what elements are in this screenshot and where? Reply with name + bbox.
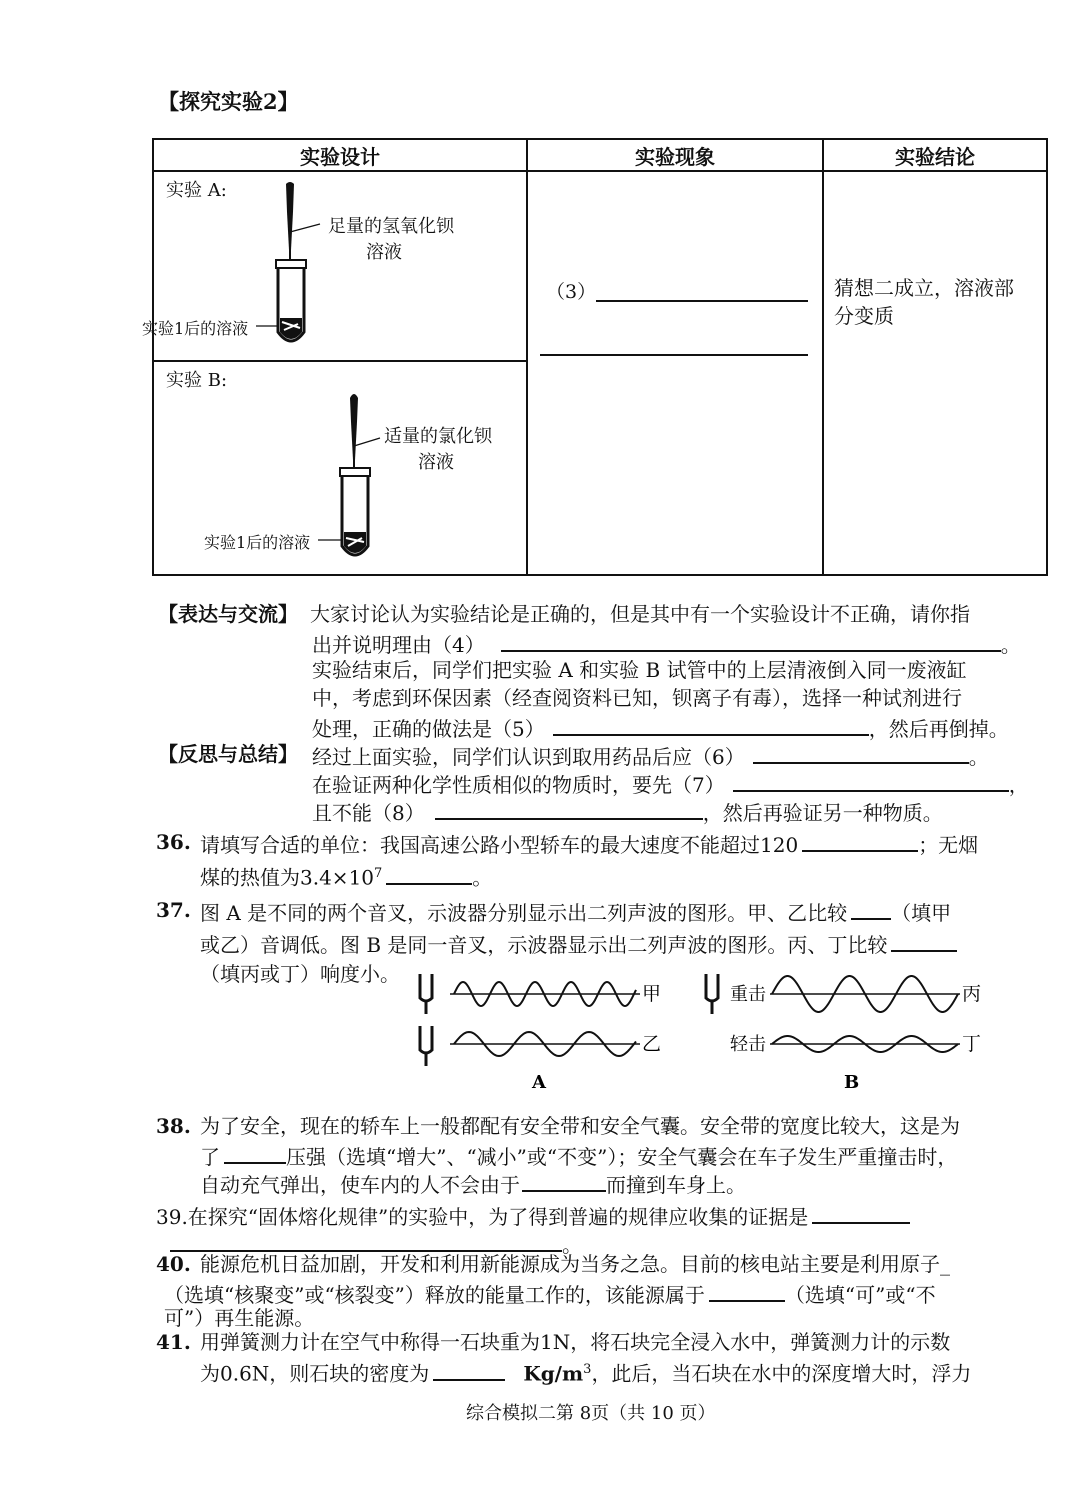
q37-line-3: （填丙或丁）响度小。 bbox=[200, 962, 400, 986]
q36-line-2 bbox=[200, 860, 492, 892]
blank-q36-speed-unit[interactable] bbox=[802, 828, 918, 852]
blank-q37-pitch[interactable] bbox=[851, 896, 891, 920]
q40-line-1: 能源危机日益加剧，开发和利用新能源成为当务之急。目前的核电站主要是利用原子_ bbox=[200, 1252, 950, 1276]
blank-4[interactable] bbox=[501, 628, 1001, 652]
q40-line-2a: （选填“核聚变”或“核裂变”）释放的能量工作的，该能源属于 bbox=[164, 1283, 705, 1307]
q39-line-2b: 。 bbox=[562, 1233, 582, 1257]
q41-line-1: 用弹簧测力计在空气中称得一石块重为1N，将石块完全浸入水中，弹簧测力计的示数 bbox=[200, 1330, 951, 1354]
q36-exponent: 7 bbox=[374, 866, 383, 881]
light-strike-label: 轻击 bbox=[730, 1034, 766, 1055]
q36-line-2b: 。 bbox=[472, 865, 493, 890]
q40-line-2b: （选填“可”或“不 bbox=[784, 1283, 936, 1307]
discuss-line-2 bbox=[312, 628, 1021, 659]
blank-q39[interactable] bbox=[812, 1200, 910, 1224]
blank-q39-2[interactable] bbox=[170, 1228, 562, 1252]
blank-8[interactable] bbox=[435, 796, 703, 820]
q40-line-3: 可”）再生能源。 bbox=[164, 1306, 315, 1330]
reflect-line-1b: 。 bbox=[968, 745, 989, 769]
section-title: 【探究实验2】 bbox=[158, 89, 299, 114]
q38-line-1: 为了安全，现在的轿车上一般都配有安全带和安全气囊。安全带的宽度比较大，这是为 bbox=[200, 1114, 960, 1138]
exp-a-label: 实验 A: bbox=[166, 180, 227, 201]
blank-q40[interactable] bbox=[709, 1278, 785, 1302]
q36-line-1 bbox=[200, 828, 978, 859]
reflect-line-1 bbox=[312, 740, 989, 771]
wave-yi-label: 乙 bbox=[642, 1033, 662, 1055]
blank-q38-pressure[interactable] bbox=[224, 1140, 286, 1164]
exp-a-reagent: 足量的氢氧化钡 bbox=[328, 216, 454, 237]
q38-line-3a: 自动充气弹出，使车内的人不会由于 bbox=[200, 1173, 520, 1197]
conclusion-line-1: 猜想二成立，溶液部 bbox=[834, 276, 1014, 300]
figure-a-caption: A bbox=[532, 1072, 546, 1093]
blank-3-line-2[interactable] bbox=[540, 332, 808, 356]
discuss-line-1: 大家讨论认为实验结论是正确的，但是其中有一个实验设计不正确，请你指 bbox=[310, 602, 970, 626]
header-conclusion: 实验结论 bbox=[823, 139, 1047, 171]
discuss-line-3: 实验结束后，同学们把实验 A 和实验 B 试管中的上层清液倒入同一废液缸 bbox=[312, 658, 967, 682]
blank-3-label: （3） bbox=[546, 281, 597, 303]
reflect-line-3a: 且不能（8） bbox=[312, 801, 425, 825]
reflect-line-3b: ，然后再验证另一种物质。 bbox=[702, 801, 943, 825]
discuss-line-4: 中，考虑到环保因素（经查阅资料已知，钡离子有毒），选择一种试剂进行 bbox=[312, 686, 962, 710]
exp-a-cell bbox=[142, 171, 527, 361]
blank-q37-loudness[interactable] bbox=[891, 928, 957, 952]
reflect-line-3 bbox=[312, 796, 943, 827]
q39-line-1 bbox=[156, 1200, 910, 1231]
q37-line-1 bbox=[200, 896, 951, 927]
conclusion-cell bbox=[823, 171, 1047, 575]
wave-ding-label: 丁 bbox=[962, 1033, 982, 1055]
q41-unit: Kg/m bbox=[523, 1361, 584, 1386]
blank-3-line[interactable] bbox=[596, 278, 808, 302]
reflect-tag: 【反思与总结】 bbox=[158, 742, 298, 766]
blank-7[interactable] bbox=[733, 768, 1009, 792]
discuss-line-5a: 处理，正确的做法是（5） bbox=[312, 717, 545, 741]
q36-line-1a: 请填写合适的单位：我国高速公路小型轿车的最大速度不能超过120 bbox=[200, 833, 799, 857]
q41-unit-exponent: 3 bbox=[583, 1362, 592, 1377]
wave-bing-label: 丙 bbox=[962, 983, 982, 1005]
exp-b-cell bbox=[153, 361, 527, 575]
q41-number: 41. bbox=[156, 1330, 191, 1354]
reflect-line-2 bbox=[312, 768, 1029, 799]
q41-line-2c: ，此后，当石块在水中的深度增大时，浮力 bbox=[591, 1361, 972, 1386]
q38-line-3b: 而撞到车身上。 bbox=[606, 1173, 746, 1197]
blank-q36-heat-unit[interactable] bbox=[386, 861, 472, 885]
discuss-line-2a: 出并说明理由（4） bbox=[312, 633, 485, 657]
exp-b-reagent: 适量的氯化钡 bbox=[384, 426, 492, 447]
q40-number: 40. bbox=[156, 1252, 191, 1276]
q38-line-2a: 了 bbox=[200, 1145, 220, 1169]
experiment-table bbox=[142, 138, 1048, 576]
q38-number: 38. bbox=[156, 1114, 191, 1138]
header-design: 实验设计 bbox=[153, 139, 527, 171]
q37-number: 37. bbox=[156, 898, 191, 922]
q39-line-1a: 39.在探究“固体熔化规律”的实验中，为了得到普遍的规律应收集的证据是 bbox=[156, 1205, 809, 1229]
discuss-line-2b: 。 bbox=[1000, 633, 1021, 657]
q41-line-2a: 为0.6N，则石块的密度为 bbox=[200, 1361, 430, 1386]
q37-line-2 bbox=[200, 928, 957, 959]
reflect-line-1a: 经过上面实验，同学们认识到取用药品后应（6） bbox=[312, 745, 745, 769]
q37-line-1a: 图 A 是不同的两个音叉，示波器分别显示出二列声波的图形。甲、乙比较 bbox=[200, 901, 848, 925]
conclusion-line-2: 分变质 bbox=[834, 304, 894, 328]
q36-line-2a: 煤的热值为3.4×10 bbox=[200, 865, 375, 890]
blank-q38-inertia[interactable] bbox=[522, 1168, 606, 1192]
exp-b-solution: 实验1后的溶液 bbox=[204, 533, 311, 552]
blank-q41-density[interactable] bbox=[433, 1357, 505, 1381]
exp-a-solution: 实验1后的溶液 bbox=[142, 319, 249, 338]
sound-wave-figure bbox=[410, 970, 1010, 1100]
q38-line-2 bbox=[200, 1140, 957, 1171]
q36-line-1b: ；无烟 bbox=[918, 833, 979, 857]
q37-line-1b: （填甲 bbox=[891, 901, 952, 925]
q36-number: 36. bbox=[156, 830, 191, 854]
heavy-strike-label: 重击 bbox=[730, 984, 766, 1005]
blank-5[interactable] bbox=[553, 712, 869, 736]
reflect-line-2b: ， bbox=[1008, 773, 1029, 797]
figure-b-caption: B bbox=[844, 1072, 860, 1093]
q37-line-2-text: 或乙）音调低。图 B 是同一音叉，示波器显示出二列声波的图形。丙、丁比较 bbox=[200, 933, 888, 957]
exp-b-reagent-2: 溶液 bbox=[418, 452, 454, 473]
exp-a-reagent-2: 溶液 bbox=[366, 242, 402, 263]
discuss-tag: 【表达与交流】 bbox=[158, 602, 298, 626]
header-phenomenon: 实验现象 bbox=[527, 139, 823, 171]
discuss-line-5 bbox=[312, 712, 1009, 743]
blank-6[interactable] bbox=[753, 740, 969, 764]
q38-line-3 bbox=[200, 1168, 746, 1199]
reflect-line-2a: 在验证两种化学性质相似的物质时，要先（7） bbox=[312, 773, 725, 797]
page-footer: 综合模拟二第 8页（共 10 页） bbox=[466, 1403, 716, 1424]
q38-line-2b: 压强（选填“增大”、“减小”或“不变”）；安全气囊会在车子发生严重撞击时， bbox=[286, 1145, 958, 1169]
exp-b-label: 实验 B: bbox=[166, 370, 228, 391]
q41-line-2 bbox=[200, 1356, 971, 1388]
discuss-line-5b: ，然后再倒掉。 bbox=[868, 717, 1009, 741]
phenomenon-cell bbox=[527, 171, 823, 575]
wave-jia-label: 甲 bbox=[642, 983, 662, 1005]
